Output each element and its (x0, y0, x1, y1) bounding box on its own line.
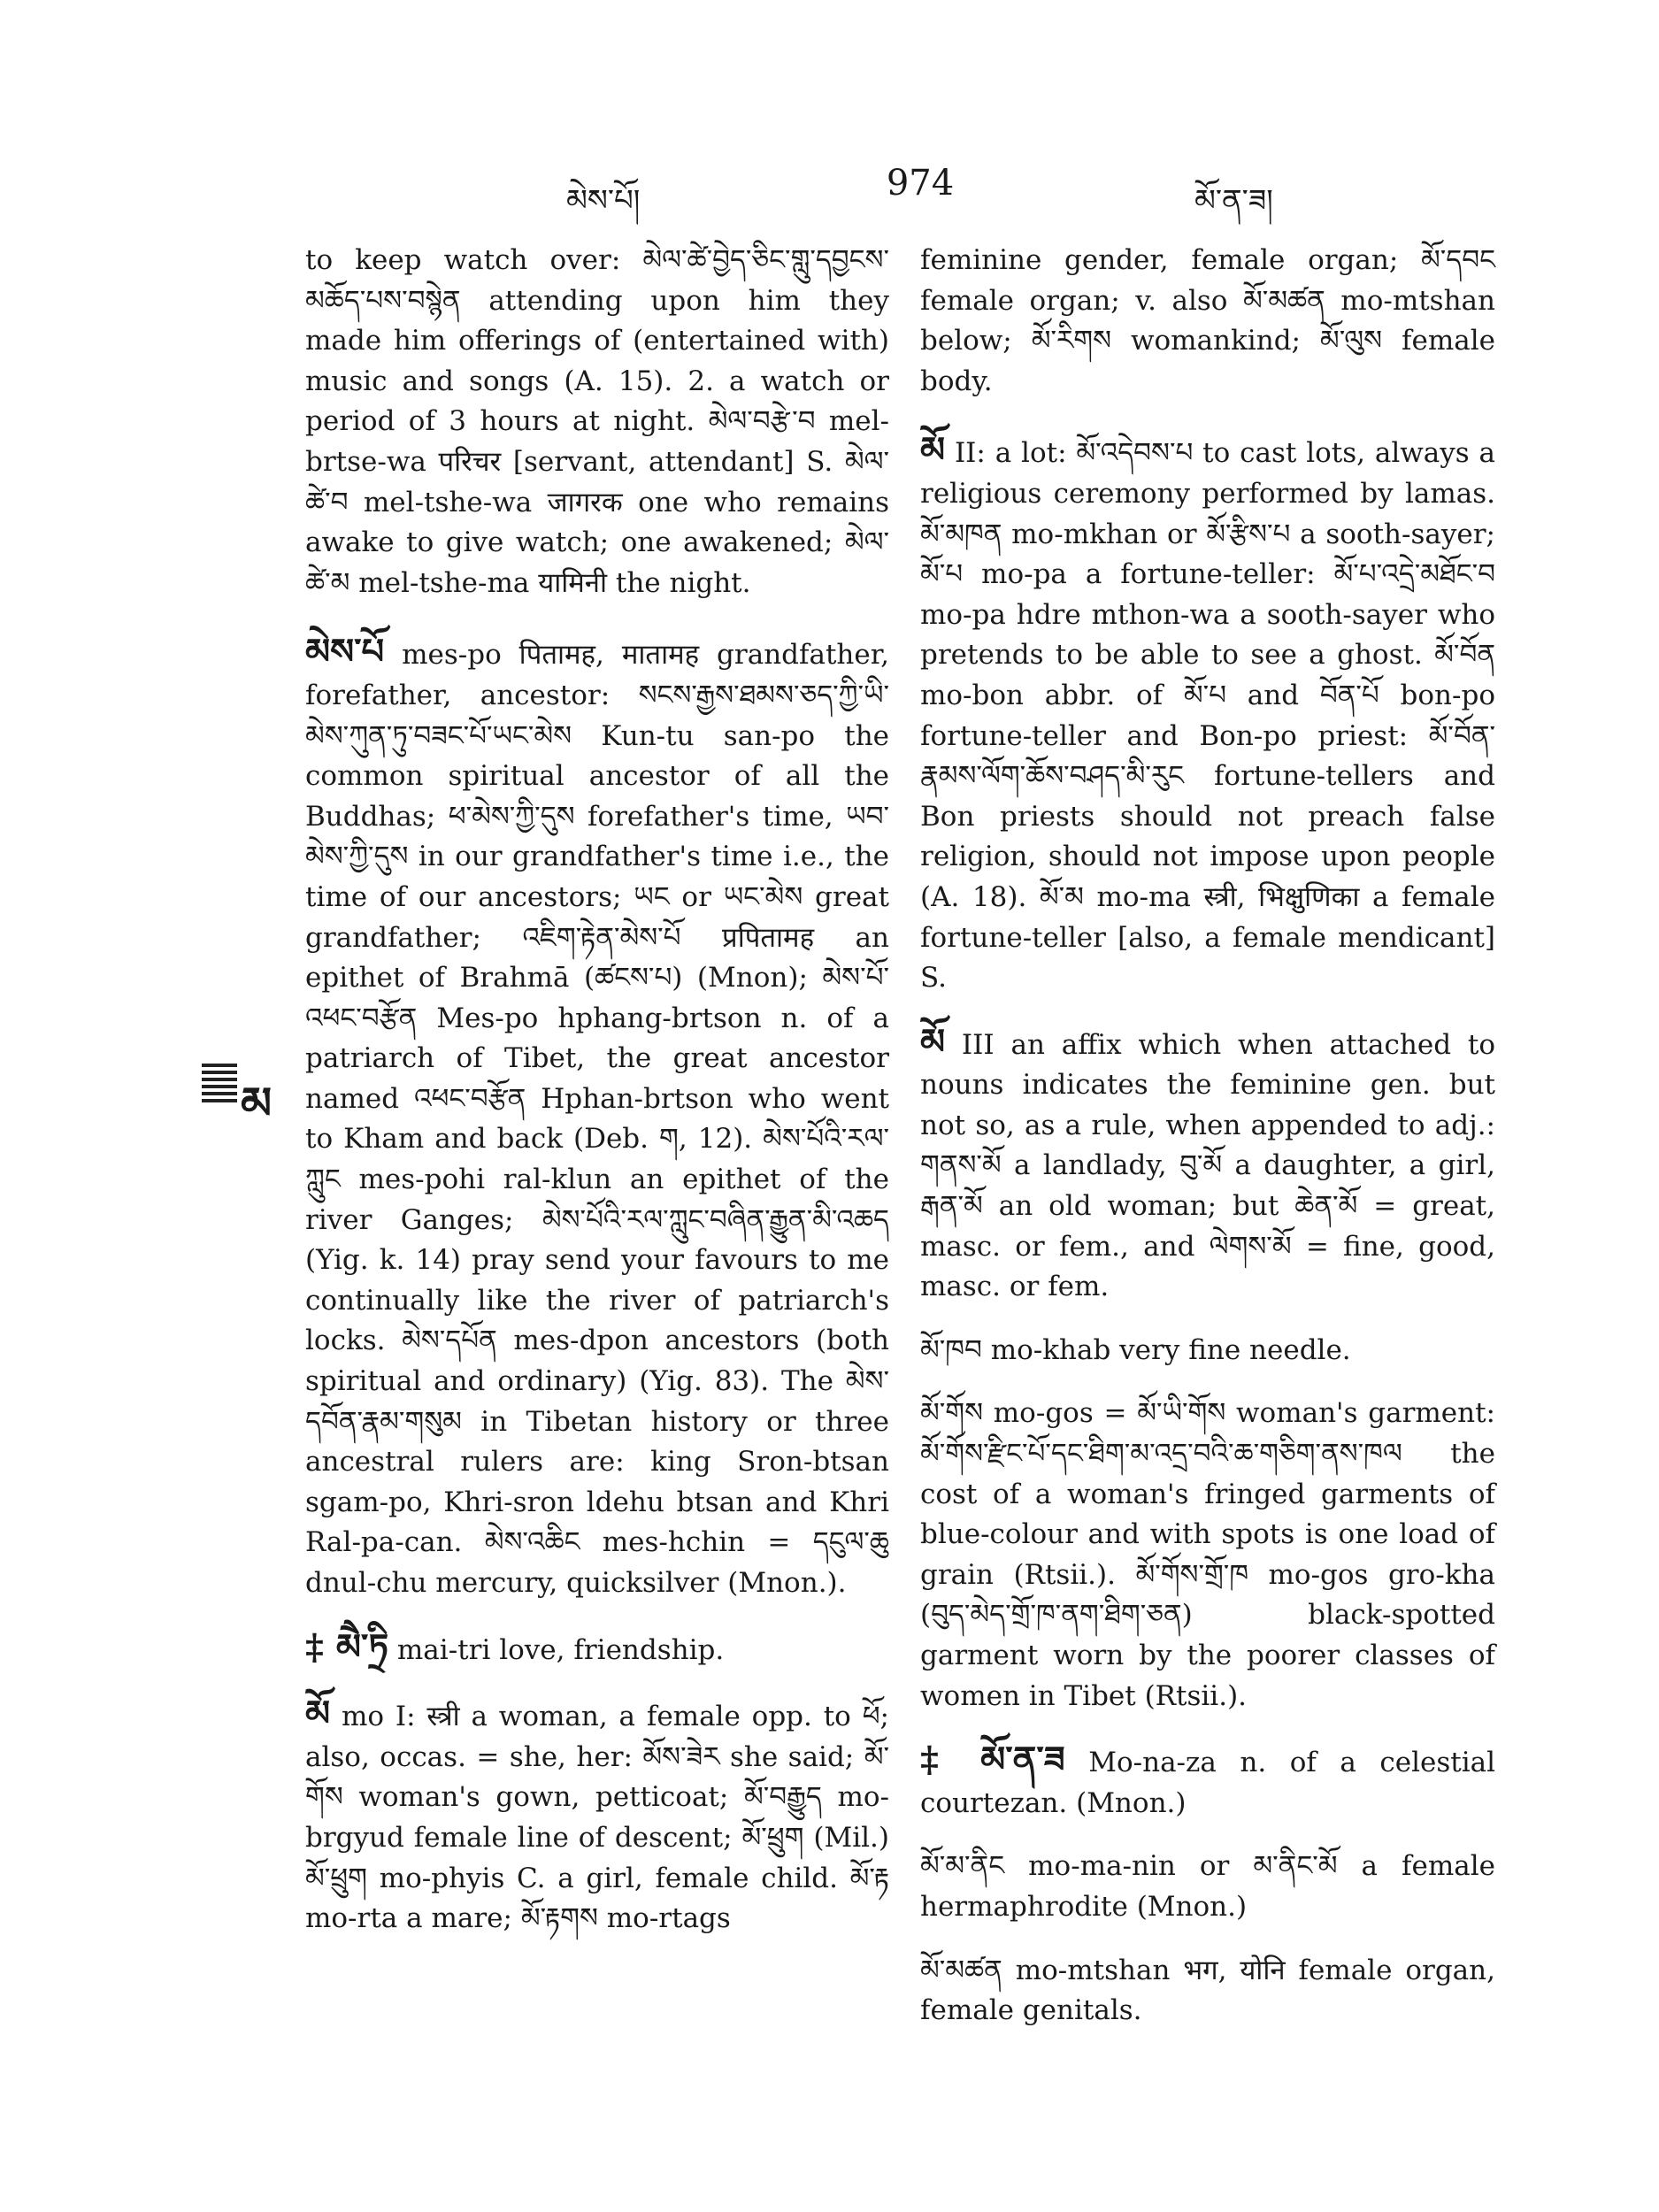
header-left-guideword: མེས་པོ། (566, 183, 641, 219)
right-column (920, 241, 1495, 2055)
headword: མེས་པོ (305, 631, 385, 673)
entry-body: III an affix which when attached to nouns indicates the feminine gen. but not so, as a rule, when appended to adj.: གནས་མོ a landlady, བུ་མོ a daughter, a girl, རྒན་མོ an old woman; but ཆེན་མོ = great, masc. or fem., and ལེགས་མོ = fine, good, masc. or fem. (920, 1028, 1496, 1303)
entry-body: II: a lot: མོ་འདེབས་པ to cast lots, always a religious ceremony performed by lamas. མོ་མཁན mo-mkhan or མོ་རྩིས་པ a sooth-sayer; མོ་པ mo-pa a fortune-teller: མོ་པ་འདྲེ་མཐོང་བ mo-pa hdre mthon-wa a sooth-sayer who pretends to be able to see a ghost. མོ་བོན mo-bon abbr. of མོ་པ and བོན་པོ bon-po fortune-teller and Bon-po priest: མོ་བོན་རྣམས་ལོག་ཆོས་བཤད་མི་རུང fortune-tellers and Bon priests should not preach false religion, should not impose upon people (A. 18). མོ་མ mo-ma स्त्री, भिक्षुणिका a female fortune-teller [also, a female mendicant] S. (920, 437, 1495, 995)
header-right-guideword: མོ་ན་ཟ། (1194, 183, 1273, 219)
headword: མོ (920, 429, 946, 472)
entry-mo-gos: མོ་གོས mo-gos = མོ་ཡི་གོས woman's garment: མོ་གོས་རྫིང་པོ་དང་ཐིག་མ་འདྲ་བའི་ཆ་གཅིག་ནས་ཁལ the cost of a woman's fringed garments of blue-colour and with spots is one load of grain (Rtsii.). མོ་གོས་གྲོ་ཁ mo-gos gro-kha (བུད་མེད་གྲོ་ཁ་ནག་ཐིག་ཅན) black-spotted garment worn by the poorer classes of women in Tibet (Rtsii.). (920, 1397, 1495, 1712)
entry-continuation: feminine gender, female organ; མོ་དབང female organ; v. also མོ་མཚན mo-mtshan below; མོ་རིགས womankind; མོ་ལུས female body. (920, 244, 1495, 397)
page-header (0, 163, 1659, 219)
entry-mo-ma-nin: མོ་མ་ནིང mo-ma-nin or མ་ནིང་མོ a female hermaphrodite (Mnon.) (920, 1850, 1495, 1923)
entry-mo-mtshan: མོ་མཚན mo-mtshan भग, योनि female organ, female genitals. (920, 1954, 1495, 2027)
headword: ‡ མཻ་ཏྲི (305, 1625, 389, 1668)
entry-mai-tri (305, 1627, 889, 1671)
margin-letter-mark (202, 1060, 306, 1129)
headword: མོ (305, 1693, 331, 1735)
entry-body: mes-po पितामह, मातामह grandfather, forefather, ancestor: སངས་རྒྱས་ཐམས་ཅད་ཀྱི་ཡི་མེས་ཀུན་ཏུ་བཟང་པོ་ཡང་མེས Kun-tu san-po the common spiritual ancestor of all the Buddhas; ཕ་མེས་ཀྱི་དུས forefather's time, ཡབ་མེས་ཀྱི་དུས in our grandfather's time i.e., the time of our ancestors; ཡང or ཡང་མེས great grandfather; འཇིག་རྟེན་མེས་པོ प्रपितामह an epithet of Brahmā (ཚངས་པ) (Mnon); མེས་པོ་འཕང་བརྩོན Mes-po hphang-brtson n. of a patriarch of Tibet, the great ancestor named འཕང་བརྩོན Hphan-brtson who went to Kham and back (Deb. ག, 12). མེས་པོའི་རལ་ཀླུང mes-pohi ral-klun an epithet of the river Ganges; མེས་པོའི་རལ་ཀླུང་བཞིན་རྒྱུན་མི་འཆད (Yig. k. 14) pray send your favours to me continually like the river of patriarch's locks. མེས་དཔོན mes-dpon ancestors (both spiritual and ordinary) (Yig. 83). The མེས་དབོན་རྣམ་གསུམ in Tibetan history or three ancestral rulers are: king Sron-btsan sgam-po, Khri-sron ldehu btsan and Khri Ral-pa-can. མེས་འཆིང mes-hchin = དངུལ་ཆུ dnul-chu mercury, quicksilver (Mnon.). (305, 639, 890, 1599)
page-number: 974 (886, 163, 955, 204)
margin-bars-icon (202, 1064, 237, 1102)
entry-mo-1 (305, 1694, 889, 1939)
entry-body: Mo-na-za n. of a celestial courtezan. (Mnon.) (920, 1747, 1496, 1819)
entry-mo-na-za (920, 1740, 1495, 1824)
entry-mo-2 (920, 430, 1495, 998)
headword: མོ (920, 1020, 946, 1063)
entry-body: mo I: स्त्री a woman, a female opp. to ཕོ; also, occas. = she, her: མོས་ཟེར she said; མོ་གོས woman's gown, petticoat; མོ་བརྒྱུད mo-brgyud female line of descent; མོ་ཕྲུག (Mil.) མོ་ཕྲུག mo-phyis C. a girl, female child. མོ་རྟ mo-rta a mare; མོ་རྟགས mo-rtags (305, 1701, 890, 1935)
entry-body: mai-tri love, friendship. (396, 1633, 725, 1666)
entry-continuation: to keep watch over: མེལ་ཚེ་བྱེད་ཅིང་གླུ་དབྱངས་མཆོད་པས་བསྙེན attending upon him they made him offerings of (entertained with) music and songs (A. 15). 2. a watch or period of 3 hours at night. མེལ་བརྩེ་བ mel-brtse-wa परिचर [servant, attendant] S. མེལ་ཚེ་བ mel-tshe-wa जागरक one who remains awake to give watch; one awakened; མེལ་ཚེ་མ mel-tshe-ma यामिनी the night. (305, 244, 889, 599)
entry-mes-po (305, 632, 889, 1603)
margin-letter: མ (241, 1077, 273, 1129)
entry-mo-3 (920, 1022, 1495, 1308)
entry-mo-khab: མོ་ཁབ mo-khab very fine needle. (920, 1333, 1351, 1366)
left-column (305, 241, 889, 1962)
headword: ‡ མོ་ན་ཟ (920, 1739, 1065, 1781)
